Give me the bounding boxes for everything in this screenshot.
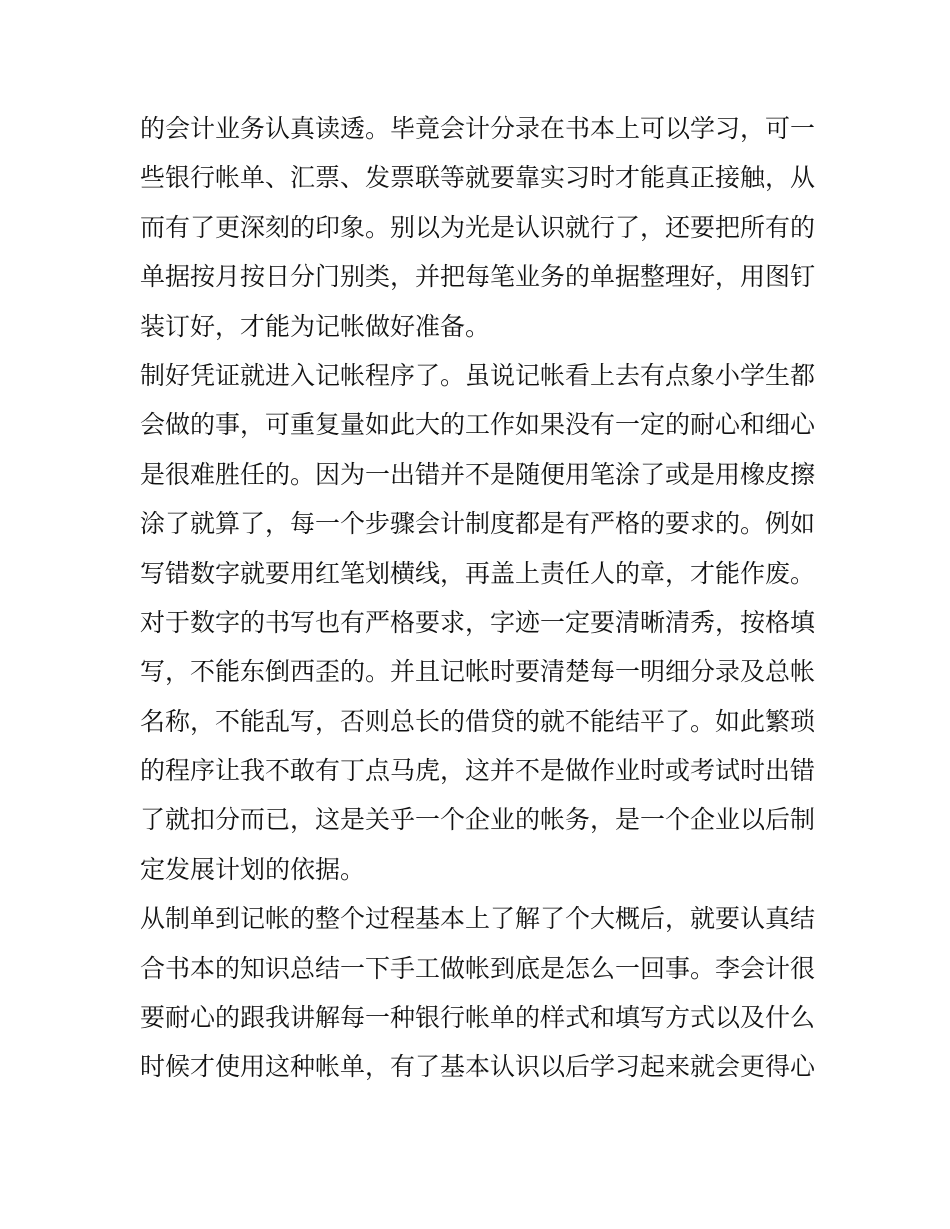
text-line: 而有了更深刻的印象。别以为光是认识就行了，还要把所有的	[140, 212, 816, 242]
text-line: 的会计业务认真读透。毕竟会计分录在书本上可以学习，可一	[140, 114, 816, 143]
text-line: 定发展计划的依据。	[140, 854, 366, 884]
text-line: 会做的事，可重复量如此大的工作如果没有一定的耐心和细心	[140, 410, 816, 440]
text-line: 的程序让我不敢有丁点马虎，这并不是做作业时或考试时出错	[140, 756, 816, 786]
text-line: 写错数字就要用红笔划横线，再盖上责任人的章，才能作废。	[140, 558, 816, 588]
text-line: 涂了就算了，每一个步骤会计制度都是有严格的要求的。例如	[140, 509, 816, 539]
text-line: 装订好，才能为记帐做好准备。	[140, 311, 491, 341]
text-line: 写，不能东倒西歪的。并且记帐时要清楚每一明细分录及总帐	[140, 657, 816, 687]
text-line: 对于数字的书写也有严格要求，字迹一定要清晰清秀，按格填	[140, 607, 816, 637]
text-line: 时候才使用这种帐单，有了基本认识以后学习起来就会更得心	[140, 1052, 816, 1082]
text-line: 合书本的知识总结一下手工做帐到底是怎么一回事。李会计很	[140, 953, 816, 983]
text-line: 了就扣分而已，这是关乎一个企业的帐务，是一个企业以后制	[140, 805, 816, 835]
text-line: 制好凭证就进入记帐程序了。虽说记帐看上去有点象小学生都	[140, 360, 816, 390]
document-body	[140, 104, 820, 1092]
text-line: 从制单到记帐的整个过程基本上了解了个大概后，就要认真结	[140, 904, 816, 934]
text-line: 些银行帐单、汇票、发票联等就要靠实习时才能真正接触，从	[140, 163, 816, 193]
text-line: 单据按月按日分门别类，并把每笔业务的单据整理好，用图钉	[140, 262, 816, 292]
text-line: 名称，不能乱写，否则总长的借贷的就不能结平了。如此繁琐	[140, 706, 816, 736]
text-line: 要耐心的跟我讲解每一种银行帐单的样式和填写方式以及什么	[140, 1003, 816, 1033]
text-line: 是很难胜任的。因为一出错并不是随便用笔涂了或是用橡皮擦	[140, 459, 816, 489]
